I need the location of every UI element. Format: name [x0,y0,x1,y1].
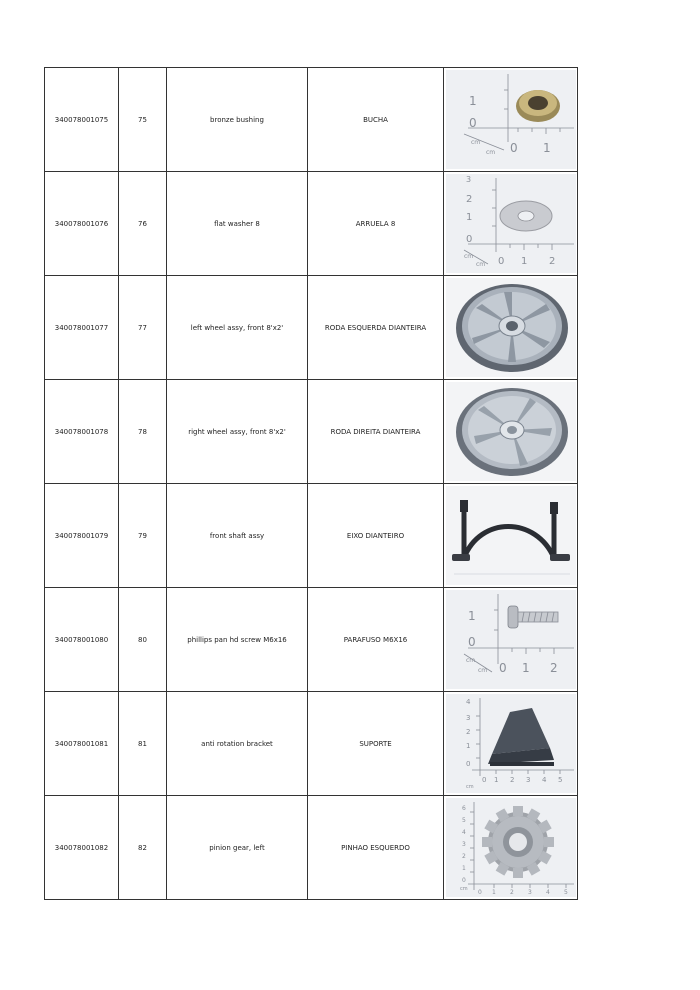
svg-text:cm: cm [463,253,473,260]
part-desc-en: front shaft assy [167,484,308,588]
svg-text:cm: cm [485,149,495,156]
table-row [45,68,578,172]
table-row [45,692,578,796]
right-wheel-photo [446,382,576,481]
svg-text:1: 1 [493,776,498,784]
svg-text:4: 4 [541,776,546,784]
svg-text:1: 1 [491,889,496,896]
bracket-photo [446,694,576,793]
svg-text:2: 2 [548,256,555,267]
svg-text:3: 3 [525,776,530,784]
svg-text:5: 5 [563,889,568,896]
part-code: 340078001076 [45,172,119,276]
svg-text:5: 5 [557,776,562,784]
part-code: 340078001080 [45,588,119,692]
table-row [45,380,578,484]
svg-text:1: 1 [465,212,472,223]
svg-text:0: 0 [465,760,470,768]
flat-washer-photo [446,174,576,273]
svg-text:cm: cm [470,139,480,146]
table-row [45,172,578,276]
part-qty: 76 [119,172,167,276]
svg-text:0: 0 [509,141,518,155]
part-code: 340078001082 [45,796,119,900]
svg-text:6: 6 [461,805,466,812]
svg-text:0: 0 [468,116,477,130]
part-desc-pt: BUCHA [308,68,444,172]
svg-text:3: 3 [465,175,471,184]
part-desc-pt: RODA ESQUERDA DIANTEIRA [308,276,444,380]
part-image-cell [444,68,578,172]
part-code: 340078001081 [45,692,119,796]
svg-text:0: 0 [498,661,507,675]
svg-text:4: 4 [545,889,550,896]
svg-text:cm: cm [465,784,474,790]
part-qty: 81 [119,692,167,796]
part-desc-pt: PINHAO ESQUERDO [308,796,444,900]
part-image-cell [444,484,578,588]
part-desc-pt: EIXO DIANTEIRO [308,484,444,588]
part-code: 340078001077 [45,276,119,380]
svg-text:1: 1 [542,141,551,155]
left-wheel-photo [446,278,576,377]
part-image-cell [444,588,578,692]
part-qty: 75 [119,68,167,172]
svg-text:4: 4 [461,829,466,836]
part-qty: 82 [119,796,167,900]
svg-text:1: 1 [521,661,530,675]
svg-text:0: 0 [477,889,482,896]
svg-text:2: 2 [461,853,466,860]
bronze-bushing-photo [446,70,576,169]
part-image-cell [444,172,578,276]
svg-text:4: 4 [465,698,470,706]
table-row [45,276,578,380]
svg-text:cm: cm [475,261,485,268]
part-image-cell [444,796,578,900]
table-row [45,796,578,900]
svg-text:2: 2 [465,194,472,205]
part-desc-en: bronze bushing [167,68,308,172]
part-desc-en: anti rotation bracket [167,692,308,796]
svg-text:1: 1 [520,256,527,267]
svg-text:cm: cm [459,886,468,892]
part-desc-pt: PARAFUSO M6X16 [308,588,444,692]
svg-text:0: 0 [497,256,504,267]
svg-text:3: 3 [461,841,466,848]
svg-text:1: 1 [468,94,477,108]
svg-text:cm: cm [465,657,475,664]
part-desc-en: pinion gear, left [167,796,308,900]
part-qty: 80 [119,588,167,692]
svg-text:0: 0 [481,776,486,784]
svg-text:1: 1 [465,742,470,750]
svg-text:3: 3 [465,714,470,722]
svg-text:2: 2 [509,889,514,896]
part-image-cell [444,692,578,796]
part-desc-en: phillips pan hd screw M6x16 [167,588,308,692]
part-desc-pt: SUPORTE [308,692,444,796]
part-code: 340078001078 [45,380,119,484]
svg-text:0: 0 [465,234,472,245]
svg-text:3: 3 [527,889,532,896]
part-desc-pt: ARRUELA 8 [308,172,444,276]
svg-text:1: 1 [461,865,466,872]
part-image-cell [444,276,578,380]
svg-text:5: 5 [461,817,466,824]
part-qty: 77 [119,276,167,380]
svg-text:0: 0 [467,635,476,649]
table-row [45,588,578,692]
table-row [45,484,578,588]
svg-text:0: 0 [461,877,466,884]
svg-text:2: 2 [465,728,470,736]
part-desc-en: left wheel assy, front 8'x2' [167,276,308,380]
part-desc-en: right wheel assy, front 8'x2' [167,380,308,484]
pinion-gear-photo [446,798,576,897]
part-desc-en: flat washer 8 [167,172,308,276]
svg-text:2: 2 [509,776,514,784]
svg-text:cm: cm [477,667,487,674]
part-qty: 79 [119,484,167,588]
front-shaft-photo [446,486,576,585]
pan-screw-photo [446,590,576,689]
svg-text:1: 1 [467,609,476,623]
part-qty: 78 [119,380,167,484]
svg-text:2: 2 [549,661,558,675]
part-image-cell [444,380,578,484]
part-code: 340078001079 [45,484,119,588]
parts-table [44,67,578,900]
part-code: 340078001075 [45,68,119,172]
part-desc-pt: RODA DIREITA DIANTEIRA [308,380,444,484]
